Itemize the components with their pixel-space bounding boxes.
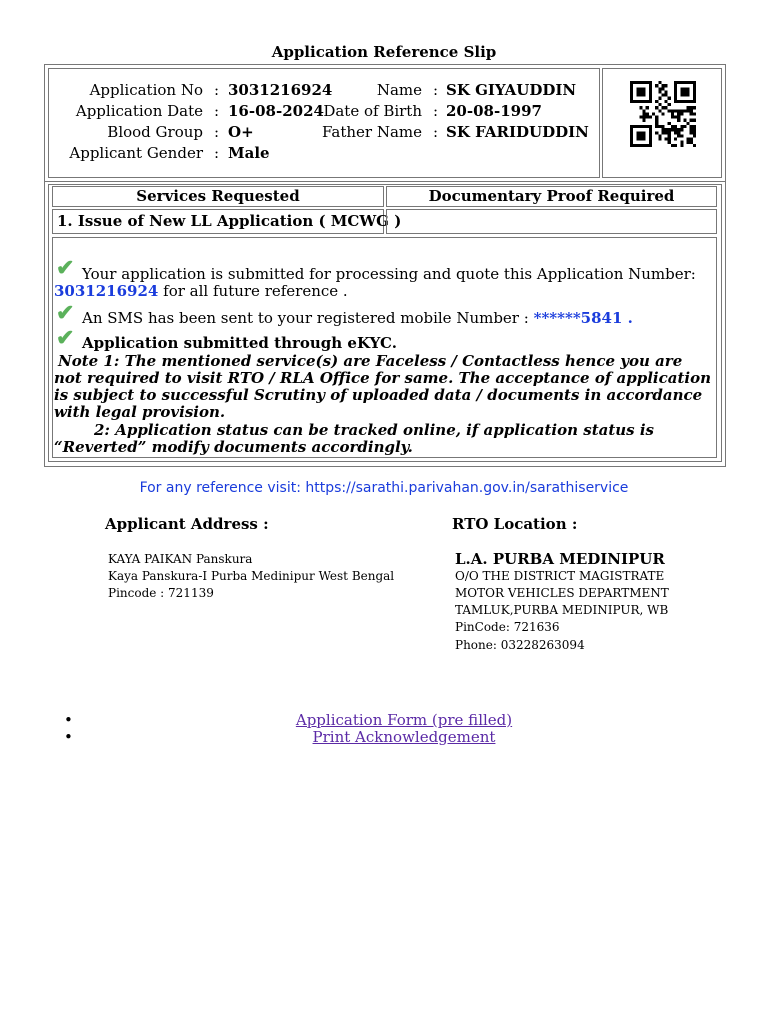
gender-value: Male xyxy=(228,144,270,162)
applicant-address-heading: Applicant Address : xyxy=(105,515,269,533)
father-label: Father Name xyxy=(321,123,422,141)
service-item: 1. Issue of New LL Application ( MCWG ) xyxy=(52,209,384,234)
print-acknowledgement-link[interactable]: Print Acknowledgement xyxy=(312,728,496,746)
rto-line: Phone: 03228263094 xyxy=(455,638,585,652)
address-line: Pincode : 721139 xyxy=(108,586,214,600)
rto-line: TAMLUK,PURBA MEDINIPUR, WB xyxy=(455,603,669,617)
name-value: SK GIYAUDDIN xyxy=(446,81,577,99)
bullet: • xyxy=(64,711,73,729)
colon: : xyxy=(214,81,220,99)
list-item xyxy=(0,729,768,746)
submitted-application-number: 3031216924 xyxy=(54,282,159,300)
blood-group-label: Blood Group xyxy=(107,123,203,141)
ekyc-message: Application submitted through eKYC. xyxy=(82,334,397,352)
bullet: • xyxy=(64,728,73,746)
address-line: KAYA PAIKAN Panskura xyxy=(108,552,253,566)
dob-value: 20-08-1997 xyxy=(446,102,542,120)
note-1: Note 1: The mentioned service(s) are Faceless / Contactless hence you are not required to visit RTO / RLA Office for same. The acceptance of application is subject to successful Scrutiny of uploaded data / documents in accordance with legal provision. xyxy=(54,352,711,421)
sms-message: An SMS has been sent to your registered mobile Number : xyxy=(82,309,529,327)
application-no-value: 3031216924 xyxy=(228,81,333,99)
sms-mobile-number: ******5841 . xyxy=(533,309,633,327)
rto-name: L.A. PURBA MEDINIPUR xyxy=(455,550,665,568)
proof-item xyxy=(386,209,717,234)
page-title: Application Reference Slip xyxy=(271,43,497,61)
colon: : xyxy=(214,123,220,141)
application-no-label: Application No xyxy=(89,81,203,99)
submitted-suffix: for all future reference . xyxy=(163,282,348,300)
note-2: 2: Application status can be tracked online, if application status is “Reverted” modify documents accordingly. xyxy=(54,421,654,456)
documentary-proof-header: Documentary Proof Required xyxy=(386,186,717,207)
application-date-label: Application Date xyxy=(75,102,203,120)
colon: : xyxy=(214,144,220,162)
colon: : xyxy=(433,102,439,120)
colon: : xyxy=(433,81,439,99)
father-value: SK FARIDUDDIN xyxy=(446,123,589,141)
name-label: Name xyxy=(376,81,422,99)
application-date-value: 16-08-2024 xyxy=(228,102,324,120)
application-form-link[interactable]: Application Form (pre filled) xyxy=(295,711,513,729)
rto-line: MOTOR VEHICLES DEPARTMENT xyxy=(455,586,669,600)
check-icon: ✔ xyxy=(56,325,75,351)
check-icon: ✔ xyxy=(56,300,75,326)
submitted-message: Your application is submitted for processing and quote this Application Number: xyxy=(82,265,696,283)
list-item xyxy=(0,712,768,729)
rto-line: PinCode: 721636 xyxy=(455,620,560,634)
links-list xyxy=(0,712,768,746)
submitted-number-line xyxy=(54,283,348,300)
rto-line: O/O THE DISTRICT MAGISTRATE xyxy=(455,569,665,583)
address-line: Kaya Panskura-I Purba Medinipur West Bengal xyxy=(108,569,395,583)
check-icon: ✔ xyxy=(56,255,75,281)
qr-code-icon xyxy=(628,81,698,147)
services-requested-header: Services Requested xyxy=(52,186,384,207)
colon: : xyxy=(433,123,439,141)
gender-label: Applicant Gender xyxy=(69,144,203,162)
reference-visit-text: For any reference visit: https://sarathi.parivahan.gov.in/sarathiservice xyxy=(139,480,629,496)
colon: : xyxy=(214,102,220,120)
dob-label: Date of Birth xyxy=(323,102,422,120)
blood-group-value: O+ xyxy=(228,123,254,141)
sms-message-line xyxy=(82,310,633,327)
rto-location-heading: RTO Location : xyxy=(452,515,578,533)
